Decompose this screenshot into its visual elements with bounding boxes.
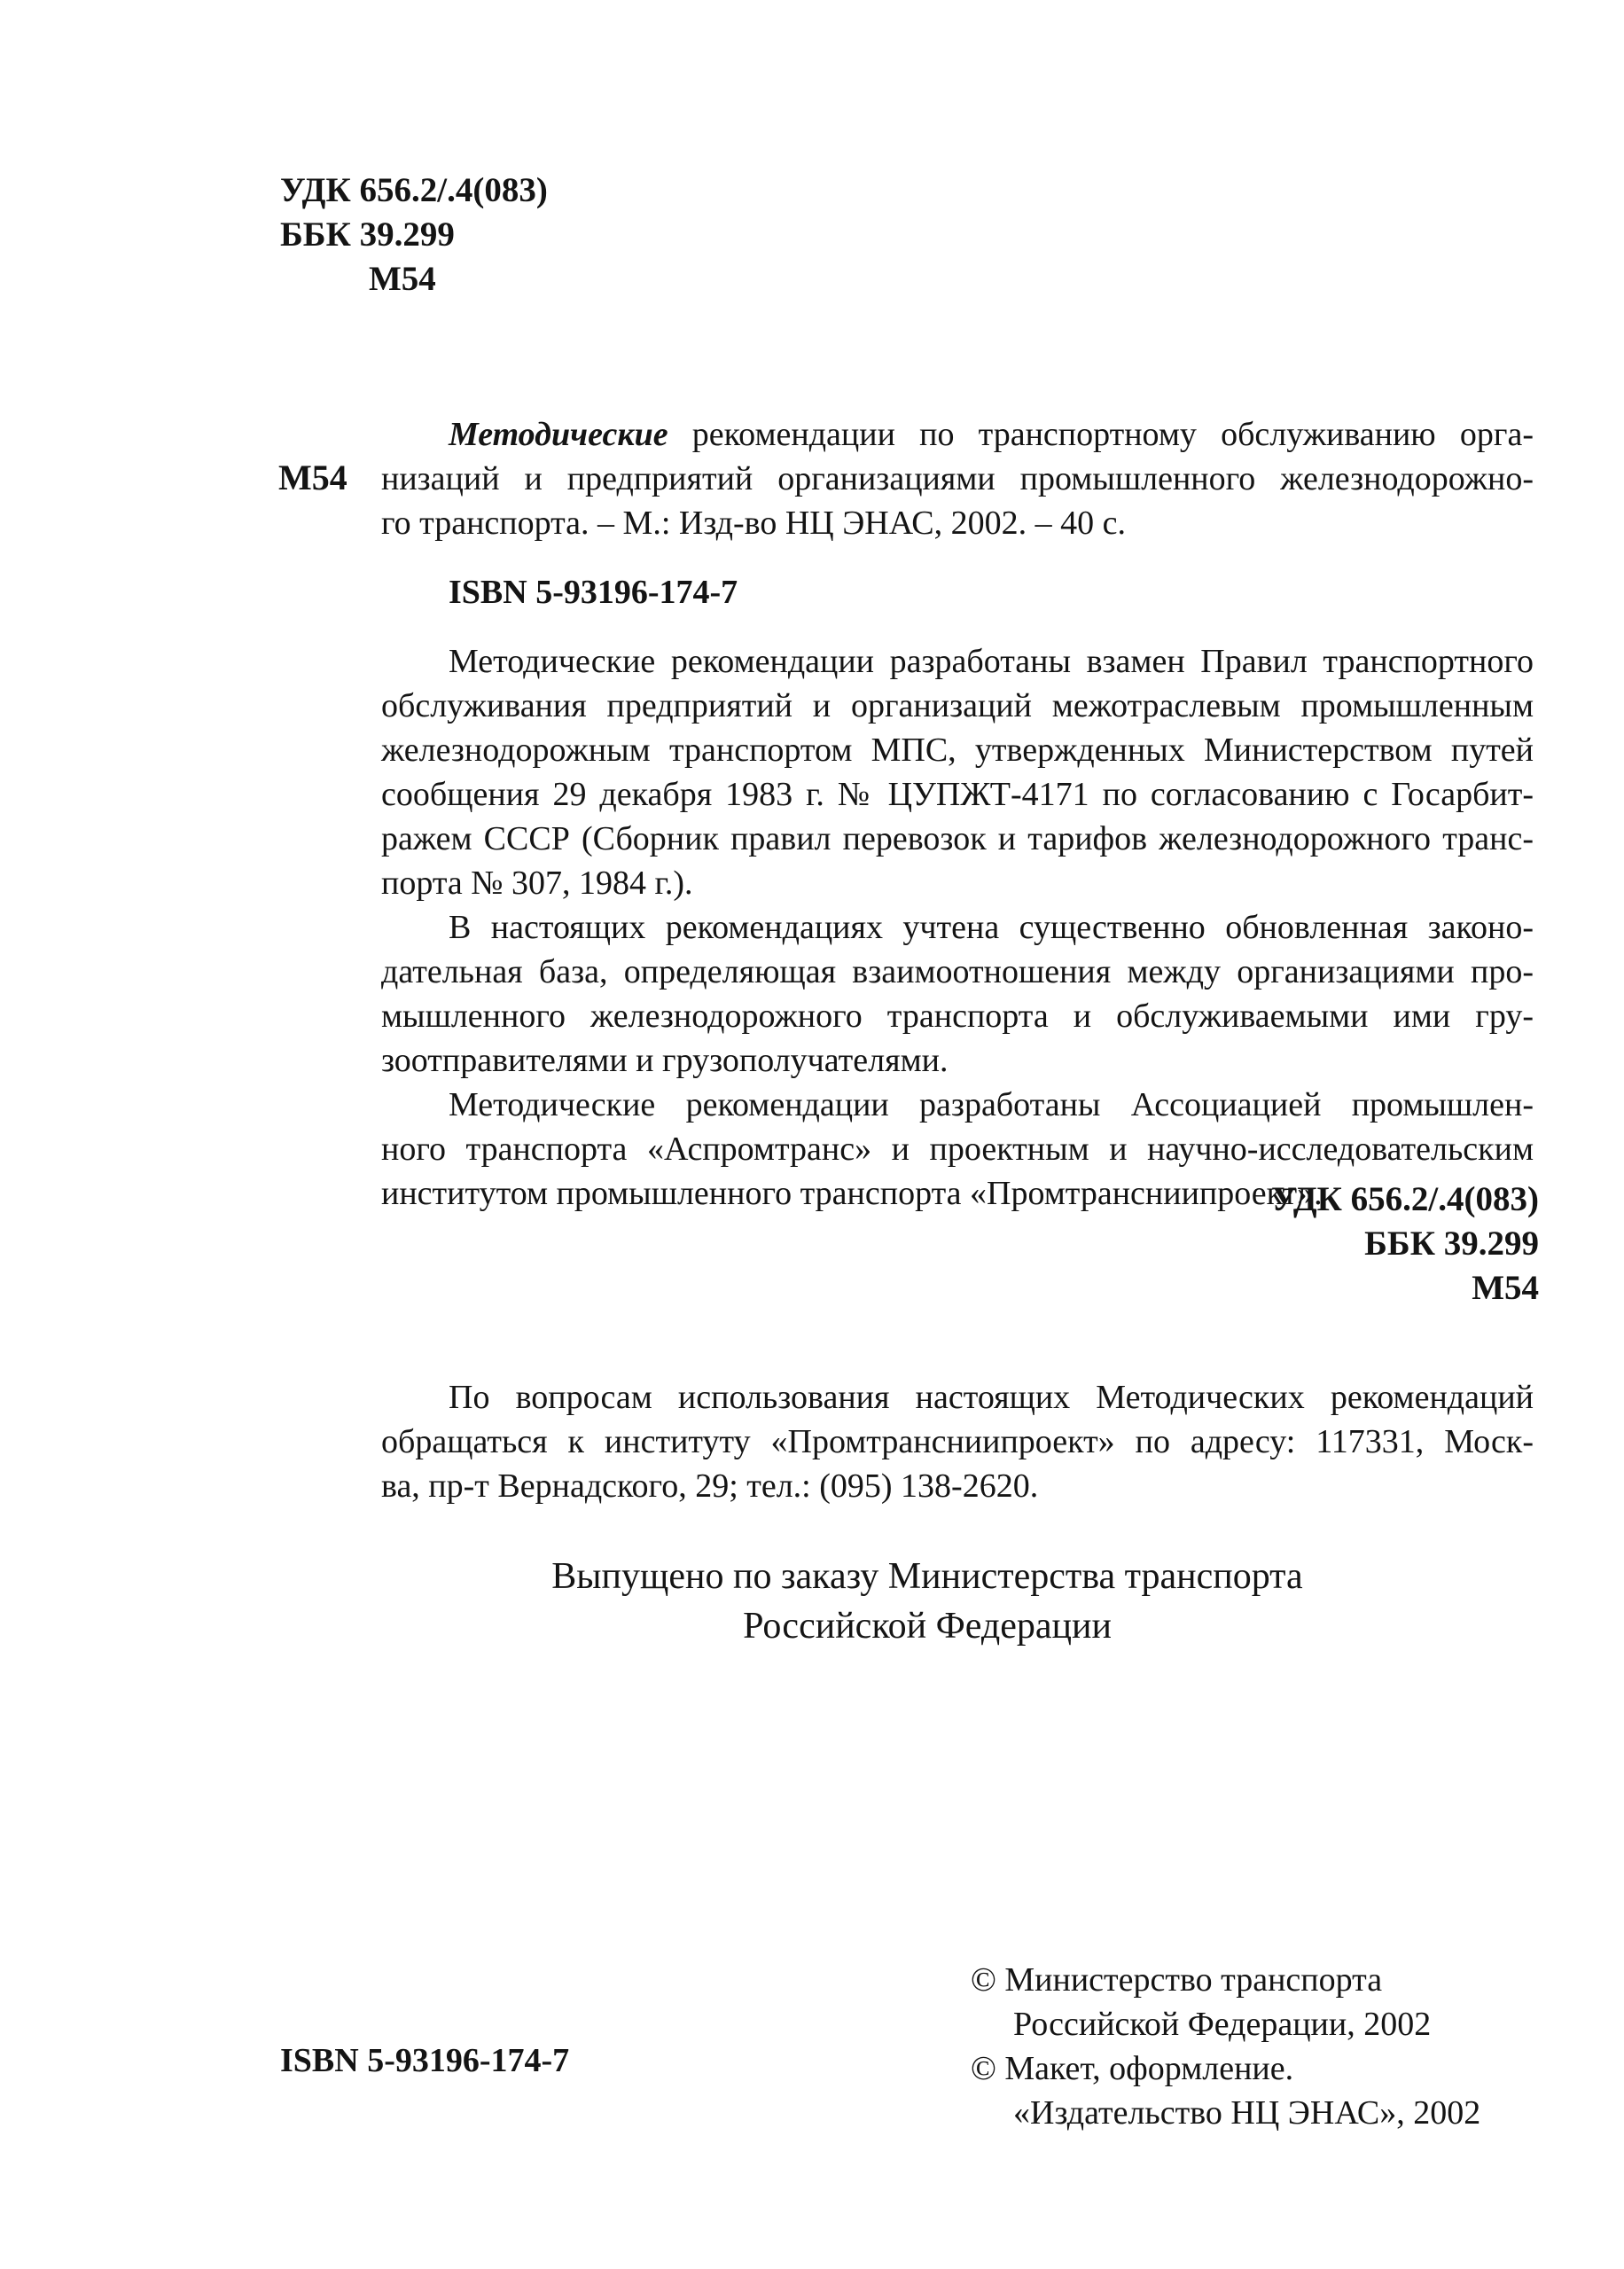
p2-line: зоотправителями и грузополучателями. (381, 1042, 949, 1079)
bib-title: Методические (449, 416, 668, 453)
bbk-code-right: ББК 39.299 (1364, 1224, 1539, 1263)
annotation-paragraph-1 (381, 639, 1534, 905)
p3-line: Методические рекомендации разработаны Ассоциацией промышлен- (449, 1086, 1534, 1123)
p2-line: мышленного железнодорожного транспорта и обслуживаемыми ими гру- (381, 998, 1534, 1035)
annotation-paragraph-2 (381, 905, 1534, 1083)
copyright-block (971, 1958, 1480, 2135)
side-author-mark: M54 (278, 458, 347, 497)
bibliographic-description (381, 412, 1534, 545)
author-mark-right: M54 (1472, 1269, 1539, 1307)
bibliographic-block (381, 412, 1534, 1216)
copyright-line-2: Российской Федерации, 2002 (1013, 2006, 1432, 2043)
author-mark: M54 (369, 260, 436, 298)
isbn-bottom: ISBN 5-93196-174-7 (280, 2042, 570, 2079)
p1-line: железнодорожным транспортом МПС, утвержденных Министерством путей (381, 732, 1534, 769)
contact-line: По вопросам использования настоящих Методических рекомендаций (449, 1379, 1534, 1416)
p1-line: сообщения 29 декабря 1983 г. № ЦУПЖТ-4171 по согласованию с Госарбит- (381, 776, 1534, 813)
contact-paragraph (381, 1375, 1534, 1508)
p1-line: ражем СССР (Сборник правил перевозок и тарифов железнодорожного транс- (381, 820, 1534, 857)
classification-codes-top (280, 168, 548, 301)
udk-code-right: УДК 656.2/.4(083) (1271, 1180, 1539, 1218)
udk-code: УДК 656.2/.4(083) (280, 171, 548, 209)
bib-line-3: го транспорта. – М.: Изд-во НЦ ЭНАС, 2002. – 40 с. (381, 505, 1127, 542)
p3-line: ного транспорта «Аспромтранс» и проектным и научно-исследовательским (381, 1131, 1534, 1168)
bib-line-1 (381, 412, 1534, 457)
contact-line: ва, пр-т Вернадского, 29; тел.: (095) 138-2620. (381, 1467, 1039, 1505)
contact-line: обращаться к институту «Промтрансниипроект» по адресу: 117331, Моск- (381, 1423, 1534, 1460)
issued-by (0, 1552, 1624, 1651)
copyright-line-3: © Макет, оформление. (971, 2050, 1294, 2087)
copyright-line-1: © Министерство транспорта (971, 1961, 1383, 1999)
isbn-middle: ISBN 5-93196-174-7 (449, 574, 738, 611)
p1-line: Методические рекомендации разработаны взамен Правил транспортного (449, 643, 1534, 680)
bib-line-1-rest: рекомендации по транспортному обслуживанию орга- (668, 416, 1534, 453)
p1-line: обслуживания предприятий и организаций межотраслевым промышленным (381, 687, 1534, 724)
p1-line: порта № 307, 1984 г.). (381, 865, 693, 902)
p2-line: В настоящих рекомендациях учтена существенно обновленная законо- (449, 909, 1534, 946)
classification-codes-right (1271, 1178, 1539, 1311)
p3-line: институтом промышленного транспорта «Промтрансниипроект». (381, 1175, 1323, 1212)
p2-line: дательная база, определяющая взаимоотношения между организациями про- (381, 953, 1534, 990)
bib-line-2: низаций и предприятий организациями промышленного железнодорожно- (381, 460, 1534, 497)
copyright-line-4: «Издательство НЦ ЭНАС», 2002 (1013, 2094, 1481, 2132)
issued-by-line-2: Российской Федерации (743, 1606, 1112, 1647)
issued-by-line-1: Выпущено по заказу Министерства транспорта (551, 1556, 1303, 1597)
bbk-code: ББК 39.299 (280, 215, 455, 254)
